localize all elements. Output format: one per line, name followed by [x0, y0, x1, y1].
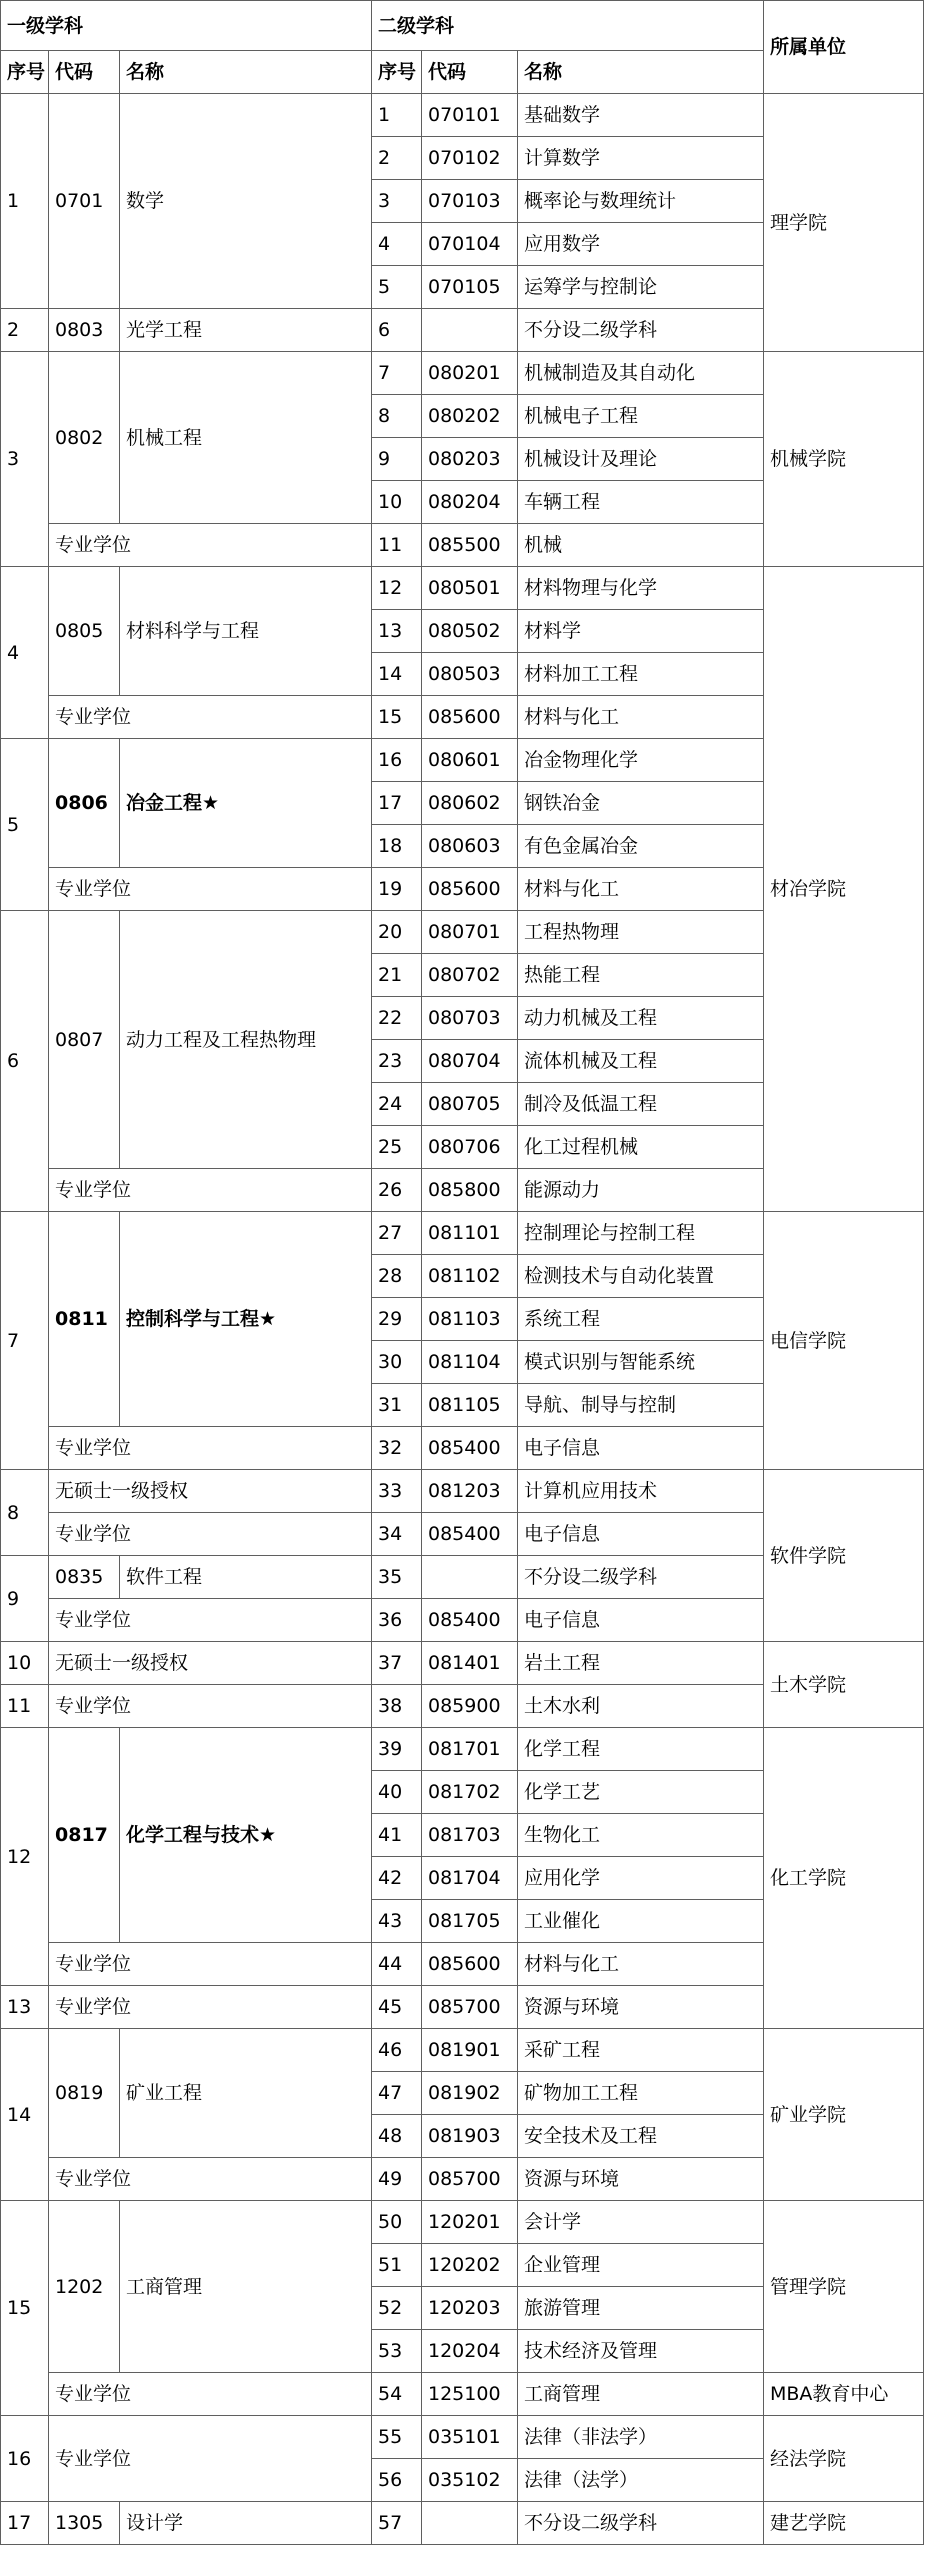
second-level-name: 材料与化工: [518, 868, 764, 911]
second-level-code: 081702: [422, 1771, 518, 1814]
affiliated-unit: 机械学院: [764, 352, 924, 567]
second-level-code: 080203: [422, 438, 518, 481]
second-level-name: 机械设计及理论: [518, 438, 764, 481]
second-level-name: 生物化工: [518, 1814, 764, 1857]
table-row: [1, 94, 924, 137]
first-level-name: 软件工程: [120, 1556, 372, 1599]
degree-type-label: 专业学位: [49, 868, 372, 911]
second-level-seq: 8: [372, 395, 422, 438]
first-level-seq: 17: [1, 2502, 49, 2545]
first-level-seq: 5: [1, 739, 49, 911]
second-level-name: 会计学: [518, 2201, 764, 2244]
second-level-code: 081103: [422, 1298, 518, 1341]
second-level-name: 土木水利: [518, 1685, 764, 1728]
second-level-seq: 30: [372, 1341, 422, 1384]
second-level-name: 计算数学: [518, 137, 764, 180]
second-level-name: 材料学: [518, 610, 764, 653]
second-level-seq: 14: [372, 653, 422, 696]
second-level-seq: 24: [372, 1083, 422, 1126]
header-row-1: [1, 1, 924, 51]
first-level-code: 0802: [49, 352, 120, 524]
second-level-code: 085700: [422, 2158, 518, 2201]
second-level-code: 080602: [422, 782, 518, 825]
second-level-code: 120203: [422, 2287, 518, 2330]
first-level-name: 冶金工程★: [120, 739, 372, 868]
second-level-name: 材料加工工程: [518, 653, 764, 696]
second-level-seq: 6: [372, 309, 422, 352]
second-level-code: 081903: [422, 2115, 518, 2158]
second-level-name: 化工过程机械: [518, 1126, 764, 1169]
second-level-code: 081902: [422, 2072, 518, 2115]
second-level-code: 070105: [422, 266, 518, 309]
first-level-seq: 13: [1, 1986, 49, 2029]
second-level-seq: 26: [372, 1169, 422, 1212]
first-level-name: 材料科学与工程: [120, 567, 372, 696]
second-level-name: 钢铁冶金: [518, 782, 764, 825]
second-level-seq: 40: [372, 1771, 422, 1814]
second-level-seq: 52: [372, 2287, 422, 2330]
degree-type-label: 专业学位: [49, 2416, 372, 2502]
second-level-name: 有色金属冶金: [518, 825, 764, 868]
first-level-name: 设计学: [120, 2502, 372, 2545]
second-level-code: 080601: [422, 739, 518, 782]
second-level-name: 机械: [518, 524, 764, 567]
second-level-seq: 17: [372, 782, 422, 825]
second-level-seq: 45: [372, 1986, 422, 2029]
second-name-header: 名称: [518, 51, 764, 94]
first-level-code: 0807: [49, 911, 120, 1169]
second-level-seq: 41: [372, 1814, 422, 1857]
second-level-seq: 43: [372, 1900, 422, 1943]
second-level-name: 控制理论与控制工程: [518, 1212, 764, 1255]
first-level-seq: 9: [1, 1556, 49, 1642]
second-level-name: 检测技术与自动化装置: [518, 1255, 764, 1298]
second-level-code: 080701: [422, 911, 518, 954]
first-level-seq: 12: [1, 1728, 49, 1986]
affiliated-unit: 电信学院: [764, 1212, 924, 1470]
second-level-seq: 7: [372, 352, 422, 395]
affiliated-unit: 矿业学院: [764, 2029, 924, 2201]
second-level-name: 化学工艺: [518, 1771, 764, 1814]
second-level-seq: 51: [372, 2244, 422, 2287]
first-level-code: 0811: [49, 1212, 120, 1427]
second-level-code: 081203: [422, 1470, 518, 1513]
second-level-name: 安全技术及工程: [518, 2115, 764, 2158]
second-level-seq: 55: [372, 2416, 422, 2459]
degree-type-label: 专业学位: [49, 696, 372, 739]
second-level-name: 系统工程: [518, 1298, 764, 1341]
second-level-seq: 1: [372, 94, 422, 137]
second-level-code: 080702: [422, 954, 518, 997]
second-level-name: 企业管理: [518, 2244, 764, 2287]
second-level-code: 080704: [422, 1040, 518, 1083]
second-level-seq: 2: [372, 137, 422, 180]
second-level-code: 125100: [422, 2373, 518, 2416]
second-level-seq: 25: [372, 1126, 422, 1169]
second-level-name: 不分设二级学科: [518, 2502, 764, 2545]
first-level-seq: 7: [1, 1212, 49, 1470]
second-level-seq: 50: [372, 2201, 422, 2244]
second-level-code: 085900: [422, 1685, 518, 1728]
second-level-name: 化学工程: [518, 1728, 764, 1771]
second-level-name: 技术经济及管理: [518, 2330, 764, 2373]
second-level-seq: 19: [372, 868, 422, 911]
second-level-seq: 53: [372, 2330, 422, 2373]
first-level-code: 0817: [49, 1728, 120, 1943]
second-level-name: 基础数学: [518, 94, 764, 137]
second-level-seq: 48: [372, 2115, 422, 2158]
second-level-name: 资源与环境: [518, 1986, 764, 2029]
second-level-name: 应用化学: [518, 1857, 764, 1900]
second-level-name: 动力机械及工程: [518, 997, 764, 1040]
second-level-seq: 46: [372, 2029, 422, 2072]
first-level-seq: 6: [1, 911, 49, 1212]
first-level-seq: 10: [1, 1642, 49, 1685]
affiliated-unit: MBA教育中心: [764, 2373, 924, 2416]
second-level-code: 085400: [422, 1427, 518, 1470]
second-level-seq: 4: [372, 223, 422, 266]
second-level-seq: 37: [372, 1642, 422, 1685]
second-level-name: 不分设二级学科: [518, 1556, 764, 1599]
table-row: [1, 2416, 924, 2459]
second-level-code: 035102: [422, 2459, 518, 2502]
first-level-seq: 1: [1, 94, 49, 309]
second-level-code: 085700: [422, 1986, 518, 2029]
second-level-name: 法律（非法学）: [518, 2416, 764, 2459]
second-level-name: 法律（法学）: [518, 2459, 764, 2502]
affiliated-unit: 经法学院: [764, 2416, 924, 2502]
first-level-code: 0819: [49, 2029, 120, 2158]
first-level-seq: 4: [1, 567, 49, 739]
second-level-name: 模式识别与智能系统: [518, 1341, 764, 1384]
second-level-seq: 35: [372, 1556, 422, 1599]
second-level-code: 120202: [422, 2244, 518, 2287]
second-level-code: 085800: [422, 1169, 518, 1212]
second-level-seq: 49: [372, 2158, 422, 2201]
second-level-name: 材料与化工: [518, 696, 764, 739]
second-level-code: 070103: [422, 180, 518, 223]
second-level-code: 085400: [422, 1513, 518, 1556]
degree-type-label: 专业学位: [49, 524, 372, 567]
second-level-code: 081701: [422, 1728, 518, 1771]
first-level-header: 一级学科: [1, 1, 372, 51]
first-level-name: 机械工程: [120, 352, 372, 524]
second-level-code: 081102: [422, 1255, 518, 1298]
second-level-code: 080503: [422, 653, 518, 696]
degree-type-label: 专业学位: [49, 1169, 372, 1212]
second-level-code: 081105: [422, 1384, 518, 1427]
second-level-code: 070102: [422, 137, 518, 180]
second-level-name: 矿物加工工程: [518, 2072, 764, 2115]
second-level-code: 080202: [422, 395, 518, 438]
second-level-seq: 20: [372, 911, 422, 954]
table-row: [1, 2201, 924, 2244]
second-level-code: [422, 1556, 518, 1599]
affiliated-unit: 软件学院: [764, 1470, 924, 1642]
table-row: [1, 1470, 924, 1513]
second-level-code: 080502: [422, 610, 518, 653]
first-level-code: 0835: [49, 1556, 120, 1599]
first-code-header: 代码: [49, 51, 120, 94]
second-level-seq: 34: [372, 1513, 422, 1556]
second-level-name: 电子信息: [518, 1599, 764, 1642]
second-level-code: 085600: [422, 696, 518, 739]
second-level-name: 材料与化工: [518, 1943, 764, 1986]
second-level-code: 070104: [422, 223, 518, 266]
second-level-seq: 28: [372, 1255, 422, 1298]
second-level-code: 085600: [422, 868, 518, 911]
affiliated-unit: 材冶学院: [764, 567, 924, 1212]
second-level-code: 081703: [422, 1814, 518, 1857]
second-level-seq: 56: [372, 2459, 422, 2502]
second-level-code: 080603: [422, 825, 518, 868]
second-level-name: 工业催化: [518, 1900, 764, 1943]
table-row: [1, 567, 924, 610]
second-level-seq: 29: [372, 1298, 422, 1341]
first-level-name: 控制科学与工程★: [120, 1212, 372, 1427]
second-level-code: 085600: [422, 1943, 518, 1986]
second-level-name: 冶金物理化学: [518, 739, 764, 782]
second-level-name: 资源与环境: [518, 2158, 764, 2201]
second-code-header: 代码: [422, 51, 518, 94]
second-level-name: 车辆工程: [518, 481, 764, 524]
degree-type-label: 专业学位: [49, 1513, 372, 1556]
affiliated-unit: 管理学院: [764, 2201, 924, 2373]
second-level-code: 080204: [422, 481, 518, 524]
second-level-code: 080501: [422, 567, 518, 610]
degree-type-label: 专业学位: [49, 2373, 372, 2416]
second-level-seq: 9: [372, 438, 422, 481]
table-row: [1, 1212, 924, 1255]
degree-type-label: 专业学位: [49, 1986, 372, 2029]
second-level-code: 081101: [422, 1212, 518, 1255]
second-level-name: 热能工程: [518, 954, 764, 997]
first-level-code: 0701: [49, 94, 120, 309]
second-level-seq: 15: [372, 696, 422, 739]
table-row: [1, 2502, 924, 2545]
degree-type-label: 无硕士一级授权: [49, 1642, 372, 1685]
second-level-seq: 27: [372, 1212, 422, 1255]
second-level-code: 035101: [422, 2416, 518, 2459]
second-level-code: 081705: [422, 1900, 518, 1943]
second-level-code: [422, 2502, 518, 2545]
second-level-name: 计算机应用技术: [518, 1470, 764, 1513]
second-level-code: 085500: [422, 524, 518, 567]
first-level-seq: 16: [1, 2416, 49, 2502]
second-level-code: 120201: [422, 2201, 518, 2244]
second-level-name: 制冷及低温工程: [518, 1083, 764, 1126]
second-level-seq: 54: [372, 2373, 422, 2416]
second-level-seq: 57: [372, 2502, 422, 2545]
second-level-name: 概率论与数理统计: [518, 180, 764, 223]
second-level-seq: 39: [372, 1728, 422, 1771]
second-level-seq: 11: [372, 524, 422, 567]
first-level-name: 化学工程与技术★: [120, 1728, 372, 1943]
table-row: [1, 2029, 924, 2072]
second-level-name: 能源动力: [518, 1169, 764, 1212]
second-level-name: 工程热物理: [518, 911, 764, 954]
first-seq-header: 序号: [1, 51, 49, 94]
second-level-header: 二级学科: [372, 1, 764, 51]
second-level-seq: 44: [372, 1943, 422, 1986]
first-level-name: 数学: [120, 94, 372, 309]
affiliated-unit: 建艺学院: [764, 2502, 924, 2545]
second-level-code: 080706: [422, 1126, 518, 1169]
first-level-name: 光学工程: [120, 309, 372, 352]
first-level-code: 0806: [49, 739, 120, 868]
unit-header: 所属单位: [764, 1, 924, 94]
second-level-name: 不分设二级学科: [518, 309, 764, 352]
second-level-seq: 42: [372, 1857, 422, 1900]
second-level-name: 旅游管理: [518, 2287, 764, 2330]
second-level-code: [422, 309, 518, 352]
second-level-name: 岩土工程: [518, 1642, 764, 1685]
second-level-code: 081104: [422, 1341, 518, 1384]
first-level-seq: 15: [1, 2201, 49, 2416]
second-level-seq: 23: [372, 1040, 422, 1083]
second-level-code: 080705: [422, 1083, 518, 1126]
degree-type-label: 专业学位: [49, 1685, 372, 1728]
second-level-name: 电子信息: [518, 1513, 764, 1556]
second-level-code: 085400: [422, 1599, 518, 1642]
first-level-code: 0803: [49, 309, 120, 352]
second-level-name: 机械电子工程: [518, 395, 764, 438]
degree-type-label: 专业学位: [49, 1599, 372, 1642]
affiliated-unit: 化工学院: [764, 1728, 924, 2029]
second-level-code: 120204: [422, 2330, 518, 2373]
first-level-name: 矿业工程: [120, 2029, 372, 2158]
second-level-seq: 32: [372, 1427, 422, 1470]
second-level-code: 070101: [422, 94, 518, 137]
first-name-header: 名称: [120, 51, 372, 94]
second-level-seq: 31: [372, 1384, 422, 1427]
second-level-seq: 12: [372, 567, 422, 610]
first-level-name: 工商管理: [120, 2201, 372, 2373]
first-level-seq: 8: [1, 1470, 49, 1556]
second-level-name: 电子信息: [518, 1427, 764, 1470]
second-level-name: 应用数学: [518, 223, 764, 266]
table-row: [1, 1728, 924, 1771]
second-level-seq: 3: [372, 180, 422, 223]
second-level-seq: 47: [372, 2072, 422, 2115]
second-level-code: 080201: [422, 352, 518, 395]
first-level-seq: 11: [1, 1685, 49, 1728]
second-level-name: 机械制造及其自动化: [518, 352, 764, 395]
second-level-seq: 22: [372, 997, 422, 1040]
first-level-code: 0805: [49, 567, 120, 696]
second-level-name: 工商管理: [518, 2373, 764, 2416]
table-row: [1, 2373, 924, 2416]
second-level-code: 080703: [422, 997, 518, 1040]
first-level-seq: 3: [1, 352, 49, 567]
second-level-name: 采矿工程: [518, 2029, 764, 2072]
second-level-name: 材料物理与化学: [518, 567, 764, 610]
first-level-name: 动力工程及工程热物理: [120, 911, 372, 1169]
second-level-seq: 36: [372, 1599, 422, 1642]
degree-type-label: 无硕士一级授权: [49, 1470, 372, 1513]
first-level-seq: 2: [1, 309, 49, 352]
second-level-seq: 5: [372, 266, 422, 309]
second-level-seq: 16: [372, 739, 422, 782]
second-seq-header: 序号: [372, 51, 422, 94]
first-level-seq: 14: [1, 2029, 49, 2201]
second-level-name: 流体机械及工程: [518, 1040, 764, 1083]
affiliated-unit: 土木学院: [764, 1642, 924, 1728]
second-level-name: 导航、制导与控制: [518, 1384, 764, 1427]
first-level-code: 1202: [49, 2201, 120, 2373]
second-level-code: 081901: [422, 2029, 518, 2072]
second-level-code: 081704: [422, 1857, 518, 1900]
degree-type-label: 专业学位: [49, 1943, 372, 1986]
first-level-code: 1305: [49, 2502, 120, 2545]
table-row: [1, 352, 924, 395]
second-level-seq: 13: [372, 610, 422, 653]
second-level-seq: 10: [372, 481, 422, 524]
second-level-seq: 18: [372, 825, 422, 868]
second-level-code: 081401: [422, 1642, 518, 1685]
second-level-seq: 38: [372, 1685, 422, 1728]
affiliated-unit: 理学院: [764, 94, 924, 352]
degree-type-label: 专业学位: [49, 1427, 372, 1470]
table-row: [1, 1642, 924, 1685]
second-level-name: 运筹学与控制论: [518, 266, 764, 309]
degree-type-label: 专业学位: [49, 2158, 372, 2201]
second-level-seq: 33: [372, 1470, 422, 1513]
second-level-seq: 21: [372, 954, 422, 997]
